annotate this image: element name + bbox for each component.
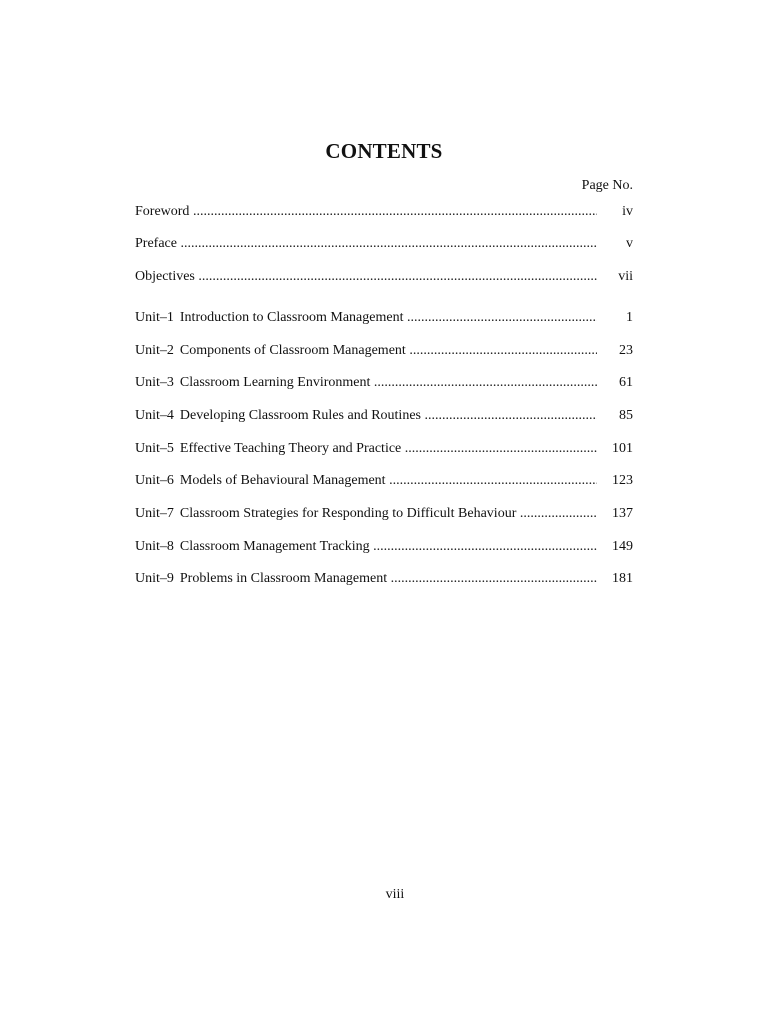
toc-entry-title: Unit–5 Effective Teaching Theory and Practice ..... (135, 439, 597, 459)
unit-number: Unit–5 (135, 441, 174, 456)
toc-entry-unit-5[interactable] (135, 439, 633, 459)
toc-entry-page: 1 (626, 310, 633, 325)
toc-entry-page: iv (622, 204, 633, 219)
toc-entry-title: Unit–8 Classroom Management Tracking ..... (135, 537, 597, 557)
toc-entry-unit-6[interactable] (135, 471, 633, 491)
toc-entry-unit-8[interactable] (135, 537, 633, 557)
toc-entry-page: 61 (619, 375, 633, 390)
toc-entry-page: 137 (612, 506, 633, 521)
toc-entry-unit-3[interactable] (135, 373, 633, 393)
toc-entry-title: Foreword ..... (135, 202, 597, 222)
toc-entry-title: Unit–9 Problems in Classroom Management ..... (135, 569, 597, 589)
toc-entry-page: v (626, 236, 633, 251)
toc-entry-foreword[interactable] (135, 202, 633, 222)
unit-number: Unit–4 (135, 408, 174, 423)
toc-entry-page: 85 (619, 408, 633, 423)
toc-entry-objectives[interactable] (135, 267, 633, 287)
toc-entry-title: Objectives ..... (135, 267, 597, 287)
toc-entry-unit-2[interactable] (135, 341, 633, 361)
toc-entry-title: Unit–2 Components of Classroom Management ..... (135, 341, 597, 361)
toc-entry-page: 101 (612, 441, 633, 456)
toc-entry-title: Unit–6 Models of Behavioural Management ..... (135, 471, 597, 491)
toc-entry-title: Unit–7 Classroom Strategies for Responding to Difficult Behaviour ..... (135, 504, 597, 524)
unit-number: Unit–3 (135, 375, 174, 390)
toc-entry-preface[interactable] (135, 234, 633, 254)
unit-number: Unit–7 (135, 506, 174, 521)
toc-entry-page: vii (618, 269, 633, 284)
toc-entry-unit-4[interactable] (135, 406, 633, 426)
toc-entry-title: Unit–3 Classroom Learning Environment ..... (135, 373, 597, 393)
unit-number: Unit–9 (135, 571, 174, 586)
toc-entry-unit-7[interactable] (135, 504, 633, 524)
toc-entry-title: Unit–4 Developing Classroom Rules and Routines ..... (135, 406, 597, 426)
toc-entry-title: Preface ..... (135, 234, 597, 254)
toc-entry-page: 181 (612, 571, 633, 586)
toc-entry-unit-9[interactable] (135, 569, 633, 589)
footer-page-number: viii (385, 887, 405, 902)
page-title: CONTENTS (325, 139, 443, 163)
toc-entry-title: Unit–1 Introduction to Classroom Management ..... (135, 308, 597, 328)
toc-entry-page: 23 (619, 343, 633, 358)
unit-number: Unit–1 (135, 310, 174, 325)
unit-number: Unit–6 (135, 473, 174, 488)
toc-entry-page: 149 (612, 539, 633, 554)
unit-number: Unit–2 (135, 343, 174, 358)
page-no-header: Page No. (581, 178, 633, 193)
toc-entry-page: 123 (612, 473, 633, 488)
toc-entry-unit-1[interactable] (135, 308, 633, 328)
unit-number: Unit–8 (135, 539, 174, 554)
